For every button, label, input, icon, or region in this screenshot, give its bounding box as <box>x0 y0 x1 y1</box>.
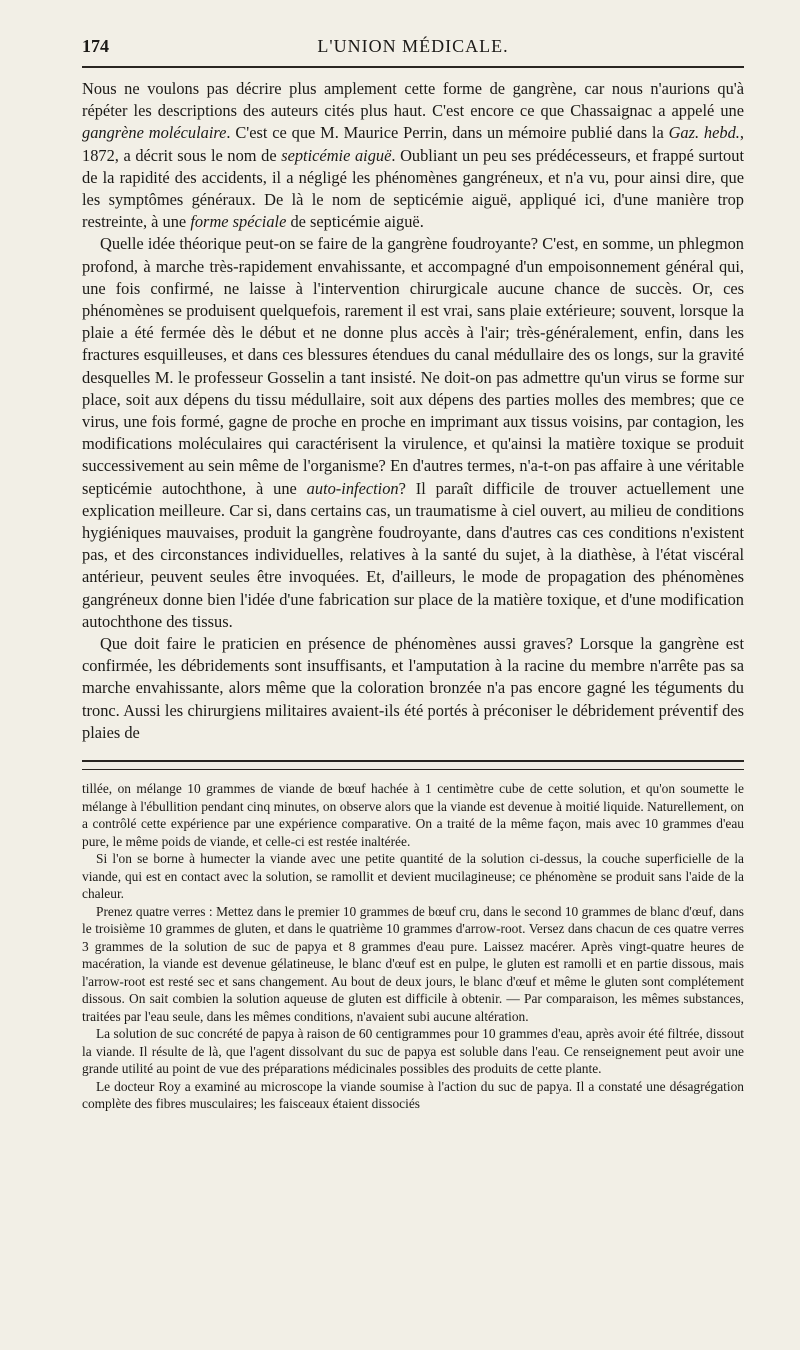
italic-term: auto-infection <box>306 478 399 498</box>
italic-term: gangrène moléculaire <box>82 123 227 143</box>
text-segment: Nous ne voulons pas décrire plus amplement cette forme de gangrène, car nous n'aurions qu'à répéter les descriptions des auteurs cités plus haut. C'est encore ce que Chassaignac a appelé une <box>82 79 744 121</box>
header-rule <box>82 66 744 68</box>
footnote-paragraph: La solution de suc concrété de papya à raison de 60 centigrammes pour 10 grammes d'eau, après avoir été filtrée, dissout la viande. Il résulte de là, que l'agent dissolvant du suc de papya est soluble dans l'eau. Ce renseignement peut avoir une grande utilité au point de vue des préparations médicinales possibles des produits de cette plante. <box>82 1026 744 1077</box>
footnote-text <box>82 780 744 1113</box>
text-segment: de septicémie aiguë. <box>286 212 424 232</box>
text-segment: , 1872, a décrit sous le nom de <box>82 123 745 165</box>
footnote-paragraph: Si l'on se borne à humecter la viande avec une petite quantité de la solution ci-dessus, la couche superficielle de la viande, qui est en contact avec la solution, se ramollit et devient mucilagineuse; ce phénomène se produit sans l'aide de la chaleur. <box>82 851 744 902</box>
body-paragraph <box>82 633 744 744</box>
text-segment: . C'est ce que M. Maurice Perrin, dans un mémoire publié dans la <box>226 123 669 143</box>
italic-term: forme spéciale <box>190 212 287 232</box>
footnote-separator <box>82 760 744 770</box>
body-paragraph <box>82 233 744 633</box>
text-segment: ? Il paraît difficile de trouver actuellement une explication meilleure. Car si, dans certains cas, un traumatisme à ciel ouvert, au milieu de conditions hygiéniques mauvaises, produit la gangrène foudroyante, dans d'autres cas ces conditions n'existent pas, et des circonstances individuelles, relatives à la santé du sujet, à la diathèse, à l'état viscéral antérieur, peuvent seules être invoquées. Et, d'ailleurs, le mode de propagation des phénomènes gangréneux donne bien l'idée d'une fabrication sur place de la matière toxique, et d'une modification autochthone des tissus. <box>82 478 745 631</box>
text-segment: Que doit faire le praticien en présence de phénomènes aussi graves? Lorsque la gangrène est confirmée, les débridements sont insuffisants, et l'amputation à la racine du membre n'arrête pas sa marche envahissante, alors même que la coloration bronzée n'a pas encore gagné les téguments du tronc. Aussi les chirurgiens militaires avaient-ils été portés à préconiser le débridement préventif des plaies de <box>82 634 744 742</box>
footnote-paragraph: Prenez quatre verres : Mettez dans le premier 10 grammes de bœuf cru, dans le second 10 grammes de blanc d'œuf, dans le troisième 10 grammes de gluten, et dans le quatrième 10 grammes d'arrow-root. Versez dans chacun de ces quatre verres 3 grammes de la solution de suc de papya et 8 grammes d'eau pure. Laissez macérer. Après vingt-quatre heures de macération, la viande est devenue gélatineuse, le blanc d'œuf est en pulpe, le gluten est ramolli et en partie dissous, mais l'arrow-root est resté sec et sans changement. Au bout de deux jours, le blanc d'œuf et même le gluten sont complétement dissous. On sait combien la solution aqueuse de gluten est difficile à obtenir. — Par comparaison, les mêmes substances, traitées par l'eau seule, dans les mêmes conditions, n'avaient subi aucune altération. <box>82 903 744 1024</box>
main-text <box>82 78 744 744</box>
text-segment: . Oubliant un peu ses prédécesseurs, et frappé surtout de la rapidité des accidents, il a négligé les phénomènes gangréneux, et n'a vu, pour ainsi dire, que les symptômes généraux. De là le nom de septicémie aiguë, appliqué ici, d'une manière trop restreinte, à une <box>82 145 744 232</box>
italic-term: septicémie aiguë <box>281 145 392 165</box>
running-title: L'UNION MÉDICALE. <box>317 36 509 56</box>
page-header <box>82 0 744 64</box>
page-number: 174 <box>82 36 109 56</box>
italic-term: Gaz. hebd. <box>668 123 740 143</box>
footnote-paragraph: Le docteur Roy a examiné au microscope la viande soumise à l'action du suc de papya. Il a constaté une désagrégation complète des fibres musculaires; les faisceaux étaient dissociés <box>82 1078 744 1112</box>
footnote-paragraph: tillée, on mélange 10 grammes de viande de bœuf hachée à 1 centimètre cube de cette solution, et qu'on soumette le mélange à l'ébullition pendant cinq minutes, on observe alors que la viande est devenue à moitié liquide. Naturellement, on a contrôlé cette expérience par une expérience comparative. On a traité de la même façon, mais avec 10 grammes d'eau pure, le même poids de viande, et celle-ci est restée inaltérée. <box>82 781 744 849</box>
text-segment: Quelle idée théorique peut-on se faire de la gangrène foudroyante? C'est, en somme, un phlegmon profond, à marche très-rapidement envahissante, et accompagné d'un empoisonnement général qui, une fois confirmé, ne laisse à l'intervention chirurgicale aucune chance de succès. Or, ces phénomènes se produisent quelquefois, rarement il est vrai, sans plaie extérieure; souvent, lorsque la plaie a été fermée dès le début et ne donne plus accès à l'air; très-généralement, enfin, dans les fractures esquilleuses, et dans ces blessures étendues du canal médullaire des os longs, sur la gravité desquelles M. le professeur Gosselin a tant insisté. Ne doit-on pas admettre qu'un virus se forme sur place, soit aux dépens du tissu médullaire, soit aux dépens des parties molles des membres; que ce virus, une fois formé, gagne de proche en proche en imprimant aux tissus voisins, par contagion, les modifications moléculaires qui caractérisent la virulence, et qu'ainsi la matière toxique se produit successivement au sein même de l'organisme? En d'autres termes, n'a-t-on pas affaire à une véritable septicémie autochthone, à une <box>82 234 744 498</box>
body-paragraph <box>82 78 744 233</box>
